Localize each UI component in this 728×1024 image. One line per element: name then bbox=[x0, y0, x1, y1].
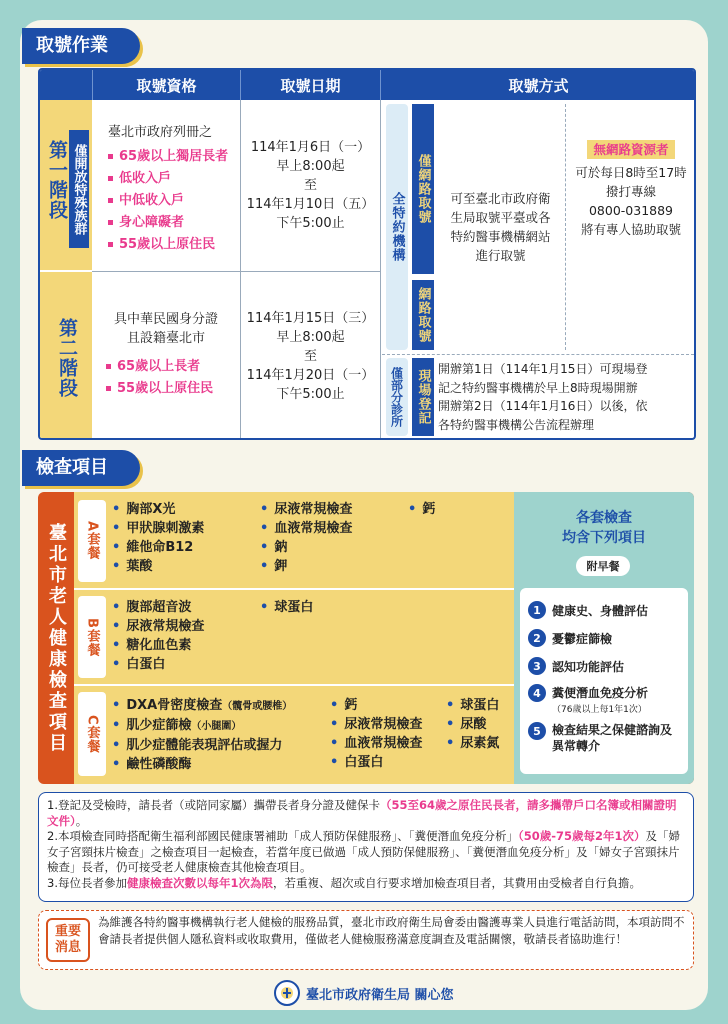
exam-item: • 鈣 bbox=[408, 502, 436, 517]
exam-item: • 糖化血色素 bbox=[112, 638, 192, 653]
package-b-col1 bbox=[112, 598, 204, 674]
common-item: 1 健康史、身體評估 bbox=[528, 596, 680, 624]
package-a-label: A套餐 bbox=[84, 521, 100, 561]
onsite-text-line: 記之特約醫事機構於早上8時現場開辦 bbox=[438, 380, 638, 395]
note-1: 1.登記及受檢時，請長者（或陪同家屬）攜帶長者身分證及健保卡（55至64歲之原住民長者，請多攜帶戶口名簿或相關證明文件）。 bbox=[47, 798, 677, 828]
common-item: 3 認知功能評估 bbox=[528, 652, 680, 680]
stage1-intro: 臺北市政府列冊之 bbox=[108, 125, 213, 140]
package-b-col2 bbox=[260, 598, 313, 617]
stage2-label: 第二階段 bbox=[56, 318, 78, 398]
stage2-item: 55歲以上原住民 bbox=[106, 378, 240, 400]
package-c-col2 bbox=[330, 696, 422, 772]
exam-item: • 鉀 bbox=[260, 559, 288, 574]
online-text-line: 進行取號 bbox=[475, 248, 526, 263]
common-items-list bbox=[520, 588, 688, 774]
stage1-item: 低收入戶 bbox=[108, 168, 240, 190]
onsite-text bbox=[438, 360, 694, 434]
stage2-intro-line2: 且設籍臺北市 bbox=[126, 331, 205, 346]
stage1-date-to: 至 bbox=[303, 178, 317, 193]
exam-item: • 胸部X光 bbox=[112, 502, 176, 517]
no-network-title: 無網路資源者 bbox=[587, 140, 674, 159]
fobt-note: （76歲以上每1年1次） bbox=[552, 705, 647, 715]
exam-item: • 鹼性磷酸酶 bbox=[112, 757, 192, 772]
methods-divider bbox=[382, 354, 694, 355]
online-text-line: 可至臺北市政府衛 bbox=[450, 191, 551, 206]
common-item: 5 檢查結果之保健諮詢及異常轉介 bbox=[528, 718, 680, 758]
important-label bbox=[46, 918, 90, 962]
exam-item: • 鈉 bbox=[260, 540, 288, 555]
common-items-title bbox=[514, 508, 694, 548]
online-text-line: 生局取號平臺或各 bbox=[450, 210, 551, 225]
package-a-col1 bbox=[112, 500, 204, 576]
online-only-label: 僅網路取號 bbox=[415, 154, 431, 224]
exam-item: • 尿酸 bbox=[446, 717, 487, 732]
no-network-text: 撥打專線 bbox=[605, 183, 656, 199]
common-title-line: 均含下列項目 bbox=[562, 530, 646, 546]
stage1-item: 55歲以上原住民 bbox=[108, 234, 240, 256]
exam-side-label-box bbox=[38, 492, 74, 784]
exam-item: • 球蛋白 bbox=[260, 600, 314, 615]
onsite-text-line: 開辦第2日（114年1月16日）以後，依 bbox=[438, 399, 648, 413]
stage1-eligibility bbox=[92, 100, 240, 272]
exam-side-label: 臺北市老人健康檢查項目 bbox=[46, 522, 67, 754]
exam-item: • 血液常規檢查 bbox=[330, 736, 423, 751]
package-c-tag bbox=[78, 692, 106, 776]
stage1-date bbox=[240, 100, 380, 272]
important-label-text: 重要消息 bbox=[54, 924, 81, 955]
online-text bbox=[436, 104, 566, 350]
exam-item: • 血液常規檢查 bbox=[260, 521, 353, 536]
stage2-item: 65歲以上長者 bbox=[106, 356, 240, 378]
package-a-tag bbox=[78, 500, 106, 582]
exam-item: • 鈣 bbox=[330, 698, 358, 713]
exam-item: • 肌少症體能表現評估或握力 bbox=[112, 738, 283, 753]
stage2-date bbox=[240, 272, 380, 440]
package-a-col2 bbox=[260, 500, 352, 576]
exam-item: • 尿液常規檢查 bbox=[112, 619, 205, 634]
stage1-item: 中低收入戶 bbox=[108, 190, 240, 212]
note-2: 2.本項檢查同時搭配衛生福利部國民健康署補助「成人預防保健服務」、「糞便潛血免疫分析」（50歲-75歲每2年1次）及「婦女子宮頸抹片檢查」之檢查項目一起檢查，若當年度已做過「成人預防保健服務」、「糞便潛血免疫分析」及「婦女子宮頸抹片檢查」長者，仍可接受老人健康檢查其他檢查項目。 bbox=[47, 829, 681, 874]
all-institutions-box bbox=[386, 104, 408, 350]
stage1-group-label: 僅開放特殊族群 bbox=[69, 130, 89, 248]
package-c-col3 bbox=[446, 696, 499, 753]
footer-text: 臺北市政府衛生局 關心您 bbox=[306, 988, 454, 1003]
header-date: 取號日期 bbox=[240, 70, 380, 100]
header-method: 取號方式 bbox=[380, 70, 696, 100]
onsite-box bbox=[412, 358, 434, 436]
section-title-registration: 取號作業 bbox=[22, 28, 140, 64]
stage1-date-start-time: 早上8:00起 bbox=[276, 159, 345, 174]
stage2-eligibility bbox=[92, 272, 240, 440]
package-a-col3 bbox=[408, 500, 435, 519]
online-box bbox=[412, 280, 434, 350]
exam-item: • 肌少症篩檢（小腿圍） bbox=[112, 718, 242, 733]
online-text-line: 特約醫事機構網站 bbox=[450, 229, 551, 244]
stage1-label: 第一階段 bbox=[46, 140, 68, 220]
exam-item: • 腹部超音波 bbox=[112, 600, 192, 615]
header-eligibility: 取號資格 bbox=[92, 70, 240, 100]
onsite-text-line: 開辦第1日（114年1月15日）可現場登 bbox=[438, 362, 648, 376]
logo-icon bbox=[280, 986, 294, 1000]
stage2-date-end: 114年1月20日（一） bbox=[246, 367, 375, 383]
online-label: 網路取號 bbox=[415, 287, 431, 343]
header-blank bbox=[40, 70, 92, 100]
no-network-text: 將有專人協助取號 bbox=[580, 221, 681, 237]
common-item: 2 憂鬱症篩檢 bbox=[528, 624, 680, 652]
branch-box bbox=[386, 358, 408, 436]
stage2-date-start-time: 早上8:00起 bbox=[276, 329, 345, 345]
stage2-intro-line1: 具中華民國身分證 bbox=[113, 312, 218, 327]
package-divider bbox=[74, 588, 514, 590]
exam-item: • 球蛋白 bbox=[446, 698, 500, 713]
package-divider bbox=[74, 684, 514, 686]
health-bureau-logo bbox=[274, 980, 300, 1006]
stage1-date-start: 114年1月6日（一） bbox=[250, 140, 371, 155]
exam-item: • DXA骨密度檢查（髖骨或腰椎） bbox=[112, 698, 293, 713]
exam-item: • 尿液常規檢查 bbox=[330, 717, 423, 732]
common-title-line: 各套檢查 bbox=[576, 510, 632, 526]
stage1-date-end-time: 下午5:00止 bbox=[276, 216, 345, 231]
online-only-box bbox=[412, 104, 434, 274]
section-title-exam: 檢查項目 bbox=[22, 450, 140, 486]
stage1-item: 65歲以上獨居長者 bbox=[108, 146, 240, 168]
exam-item-note: （小腿圍） bbox=[191, 721, 242, 732]
no-network-panel bbox=[568, 104, 694, 274]
stage2-date-end-time: 下午5:00止 bbox=[276, 386, 345, 402]
package-b-label: B套餐 bbox=[84, 617, 100, 657]
stage1-item: 身心障礙者 bbox=[108, 212, 240, 234]
package-b-tag bbox=[78, 596, 106, 678]
package-c-col1 bbox=[112, 696, 292, 774]
exam-item: • 尿液常規檢查 bbox=[260, 502, 353, 517]
stage1-date-end: 114年1月10日（五） bbox=[246, 197, 375, 212]
exam-item: • 維他命B12 bbox=[112, 540, 194, 555]
branch-label: 僅部分診所 bbox=[389, 367, 404, 427]
notes-box bbox=[38, 792, 694, 902]
stage2-date-to: 至 bbox=[303, 348, 317, 364]
common-item: 4 糞便潛血免疫分析 （76歲以上每1年1次） bbox=[528, 680, 680, 718]
all-institutions-label: 全特約機構 bbox=[389, 192, 405, 262]
exam-item: • 尿素氮 bbox=[446, 736, 500, 751]
exam-item: • 葉酸 bbox=[112, 559, 153, 574]
stage2-date-start: 114年1月15日（三） bbox=[246, 310, 375, 326]
hotline-number: 0800-031889 bbox=[588, 202, 674, 218]
registration-table bbox=[38, 68, 696, 440]
important-text: 為維護各特約醫事機構執行老人健檢的服務品質，臺北市政府衛生局會委由醫護專業人員進行電話訪問，本項訪問不會請長者提供個人隱私資料或收取費用，僅做老人健檢服務滿意度調查及電話關懷，敬請長者協助進行！ bbox=[98, 915, 685, 946]
note-3: 3.每位長者參加健康檢查次數以每年1次為限，若重複、超次或自行要求增加檢查項目者，其費用由受檢者自行負擔。 bbox=[47, 875, 641, 890]
breakfast-badge: 附早餐 bbox=[576, 556, 630, 576]
no-network-text: 可於每日8時至17時 bbox=[575, 164, 687, 180]
onsite-label: 現場登記 bbox=[415, 369, 431, 425]
onsite-text-line: 各特約醫事機構公告流程辦理 bbox=[438, 417, 595, 432]
exam-item: • 白蛋白 bbox=[112, 657, 166, 672]
exam-item: • 甲狀腺刺激素 bbox=[112, 521, 205, 536]
exam-item-note: （髖骨或腰椎） bbox=[222, 701, 293, 712]
package-c-label: C套餐 bbox=[84, 714, 100, 754]
exam-item: • 白蛋白 bbox=[330, 755, 384, 770]
